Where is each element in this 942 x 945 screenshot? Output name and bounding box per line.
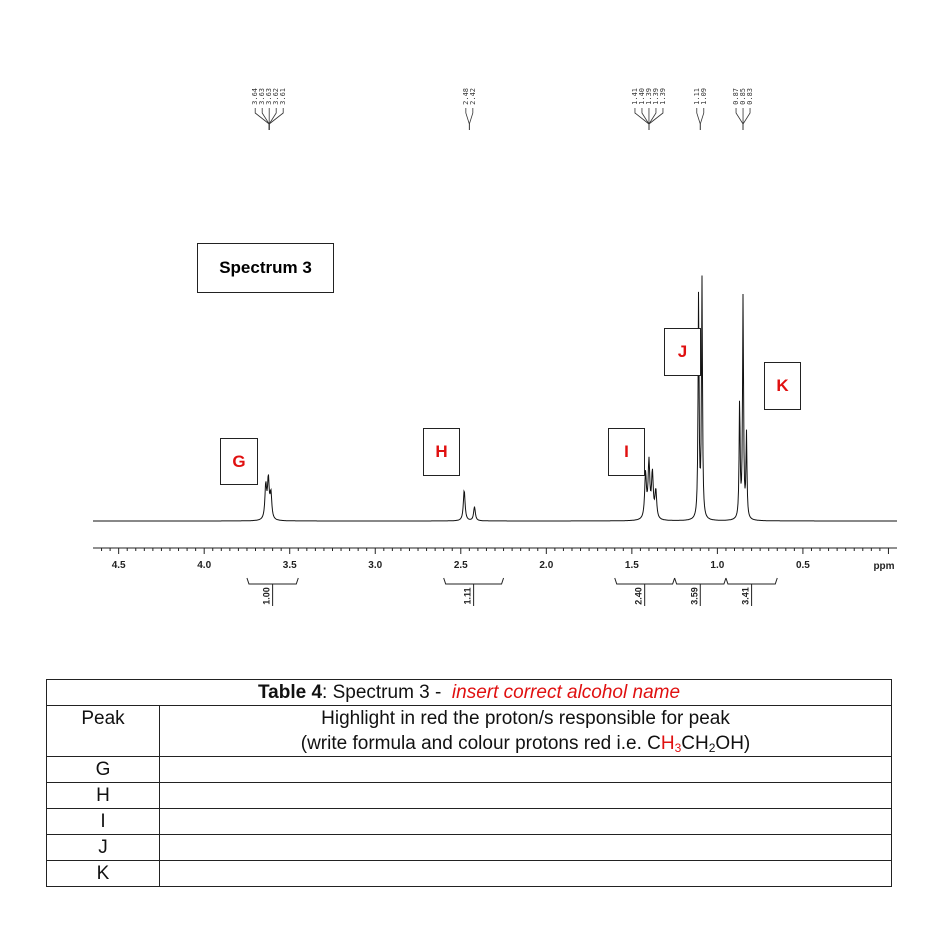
example-end: OH) xyxy=(715,733,751,754)
peak-shift-label: 3.63 xyxy=(265,88,274,105)
x-axis-ticks xyxy=(102,548,889,571)
table-4 xyxy=(46,679,892,887)
integral-value: 1.11 xyxy=(462,587,473,605)
integral-bracket xyxy=(615,578,675,606)
peak-shift-label: 1.41 xyxy=(630,88,639,105)
row-peak-j: J xyxy=(47,835,160,861)
row-peak-k: K xyxy=(47,861,160,887)
peak-shift-labels xyxy=(251,88,754,130)
peak-shift-label: 3.64 xyxy=(251,88,260,105)
row-peak-g: G xyxy=(47,757,160,783)
peak-shift-label: 1.40 xyxy=(637,88,646,105)
peak-shift-label: 0.87 xyxy=(732,88,741,105)
integral-bracket xyxy=(675,578,726,606)
peak-connector xyxy=(697,108,701,130)
spectrum-title-box xyxy=(197,243,334,293)
peak-letter: G xyxy=(232,451,246,471)
peak-shift-label: 3.62 xyxy=(272,88,281,105)
example-mid-sub: 2 xyxy=(708,741,716,755)
peak-label-g xyxy=(220,438,258,485)
peak-connector xyxy=(743,108,750,130)
row-peak-h: H xyxy=(47,783,160,809)
caption-plain: : Spectrum 3 - xyxy=(322,682,447,703)
tick-label: 2.0 xyxy=(539,560,554,571)
tick-label: 1.5 xyxy=(624,560,639,571)
integral-bracket xyxy=(444,578,504,606)
peak-letter: J xyxy=(677,342,688,361)
integrals xyxy=(247,578,777,606)
tick-label: 4.0 xyxy=(197,560,212,571)
example-red-h: H xyxy=(660,733,675,754)
answer-cell-h[interactable] xyxy=(160,783,892,809)
instructions-line-2 xyxy=(160,731,891,756)
row-peak-i: I xyxy=(47,809,160,835)
table-row xyxy=(47,861,892,887)
peak-connector xyxy=(736,108,743,130)
answer-cell-i[interactable] xyxy=(160,809,892,835)
peak-label-j xyxy=(664,328,701,376)
tick-label: 1.0 xyxy=(710,560,725,571)
integral-bracket xyxy=(726,578,777,606)
alcohol-name-placeholder[interactable]: insert correct alcohol name xyxy=(451,682,681,703)
peak-shift-label: 3.63 xyxy=(258,88,267,105)
integral-value: 2.40 xyxy=(633,587,644,605)
table-row xyxy=(47,757,892,783)
table-header-row xyxy=(47,706,892,757)
integral-value: 1.00 xyxy=(261,587,272,605)
peak-connector xyxy=(700,108,704,130)
table-caption-row xyxy=(47,680,892,706)
peak-shift-label: 0.85 xyxy=(739,88,748,105)
instructions-line-1: Highlight in red the proton/s responsible for peak xyxy=(321,708,730,729)
table-caption xyxy=(47,680,892,706)
spectrum-title: Spectrum 3 xyxy=(219,258,312,277)
peak-connector xyxy=(466,108,470,130)
peak-shift-label: 3.61 xyxy=(279,88,288,105)
peak-shift-label: 0.83 xyxy=(746,88,755,105)
answer-cell-g[interactable] xyxy=(160,757,892,783)
peak-shift-label: 2.48 xyxy=(461,88,470,105)
peak-connector xyxy=(469,108,473,130)
peak-letter: K xyxy=(776,376,789,395)
table-row xyxy=(47,783,892,809)
table-row xyxy=(47,809,892,835)
peak-letter: I xyxy=(624,442,629,461)
peak-label-k xyxy=(764,362,801,410)
tick-label: 0.5 xyxy=(795,560,810,571)
x-axis-label: ppm xyxy=(873,561,895,572)
tick-label: 2.5 xyxy=(453,560,468,571)
example-mid: CH xyxy=(681,733,709,754)
peak-shift-label: 1.39 xyxy=(658,88,667,105)
integral-value: 3.59 xyxy=(689,587,700,605)
peak-shift-label: 1.39 xyxy=(644,88,653,105)
instr-prefix: (write formula and colour protons red i.e. C xyxy=(300,733,661,754)
integral-value: 3.41 xyxy=(740,587,751,605)
tick-label: 4.5 xyxy=(111,560,126,571)
peak-shift-label: 1.09 xyxy=(699,88,708,105)
integral-bracket xyxy=(247,578,298,606)
answer-cell-j[interactable] xyxy=(160,835,892,861)
peak-shift-label: 1.39 xyxy=(651,88,660,105)
peak-label-h xyxy=(423,428,460,476)
col-header-peak: Peak xyxy=(47,706,160,757)
peak-shift-label: 1.11 xyxy=(692,88,701,105)
peak-label-i xyxy=(608,428,645,476)
table-row xyxy=(47,835,892,861)
peak-shift-label: 2.42 xyxy=(468,88,477,105)
col-header-instructions xyxy=(160,706,892,757)
tick-label: 3.5 xyxy=(282,560,297,571)
caption-bold: Table 4 xyxy=(257,682,323,703)
answer-cell-k[interactable] xyxy=(160,861,892,887)
tick-label: 3.0 xyxy=(368,560,383,571)
peak-letter: H xyxy=(435,442,448,461)
example-red-sub: 3 xyxy=(674,741,682,755)
